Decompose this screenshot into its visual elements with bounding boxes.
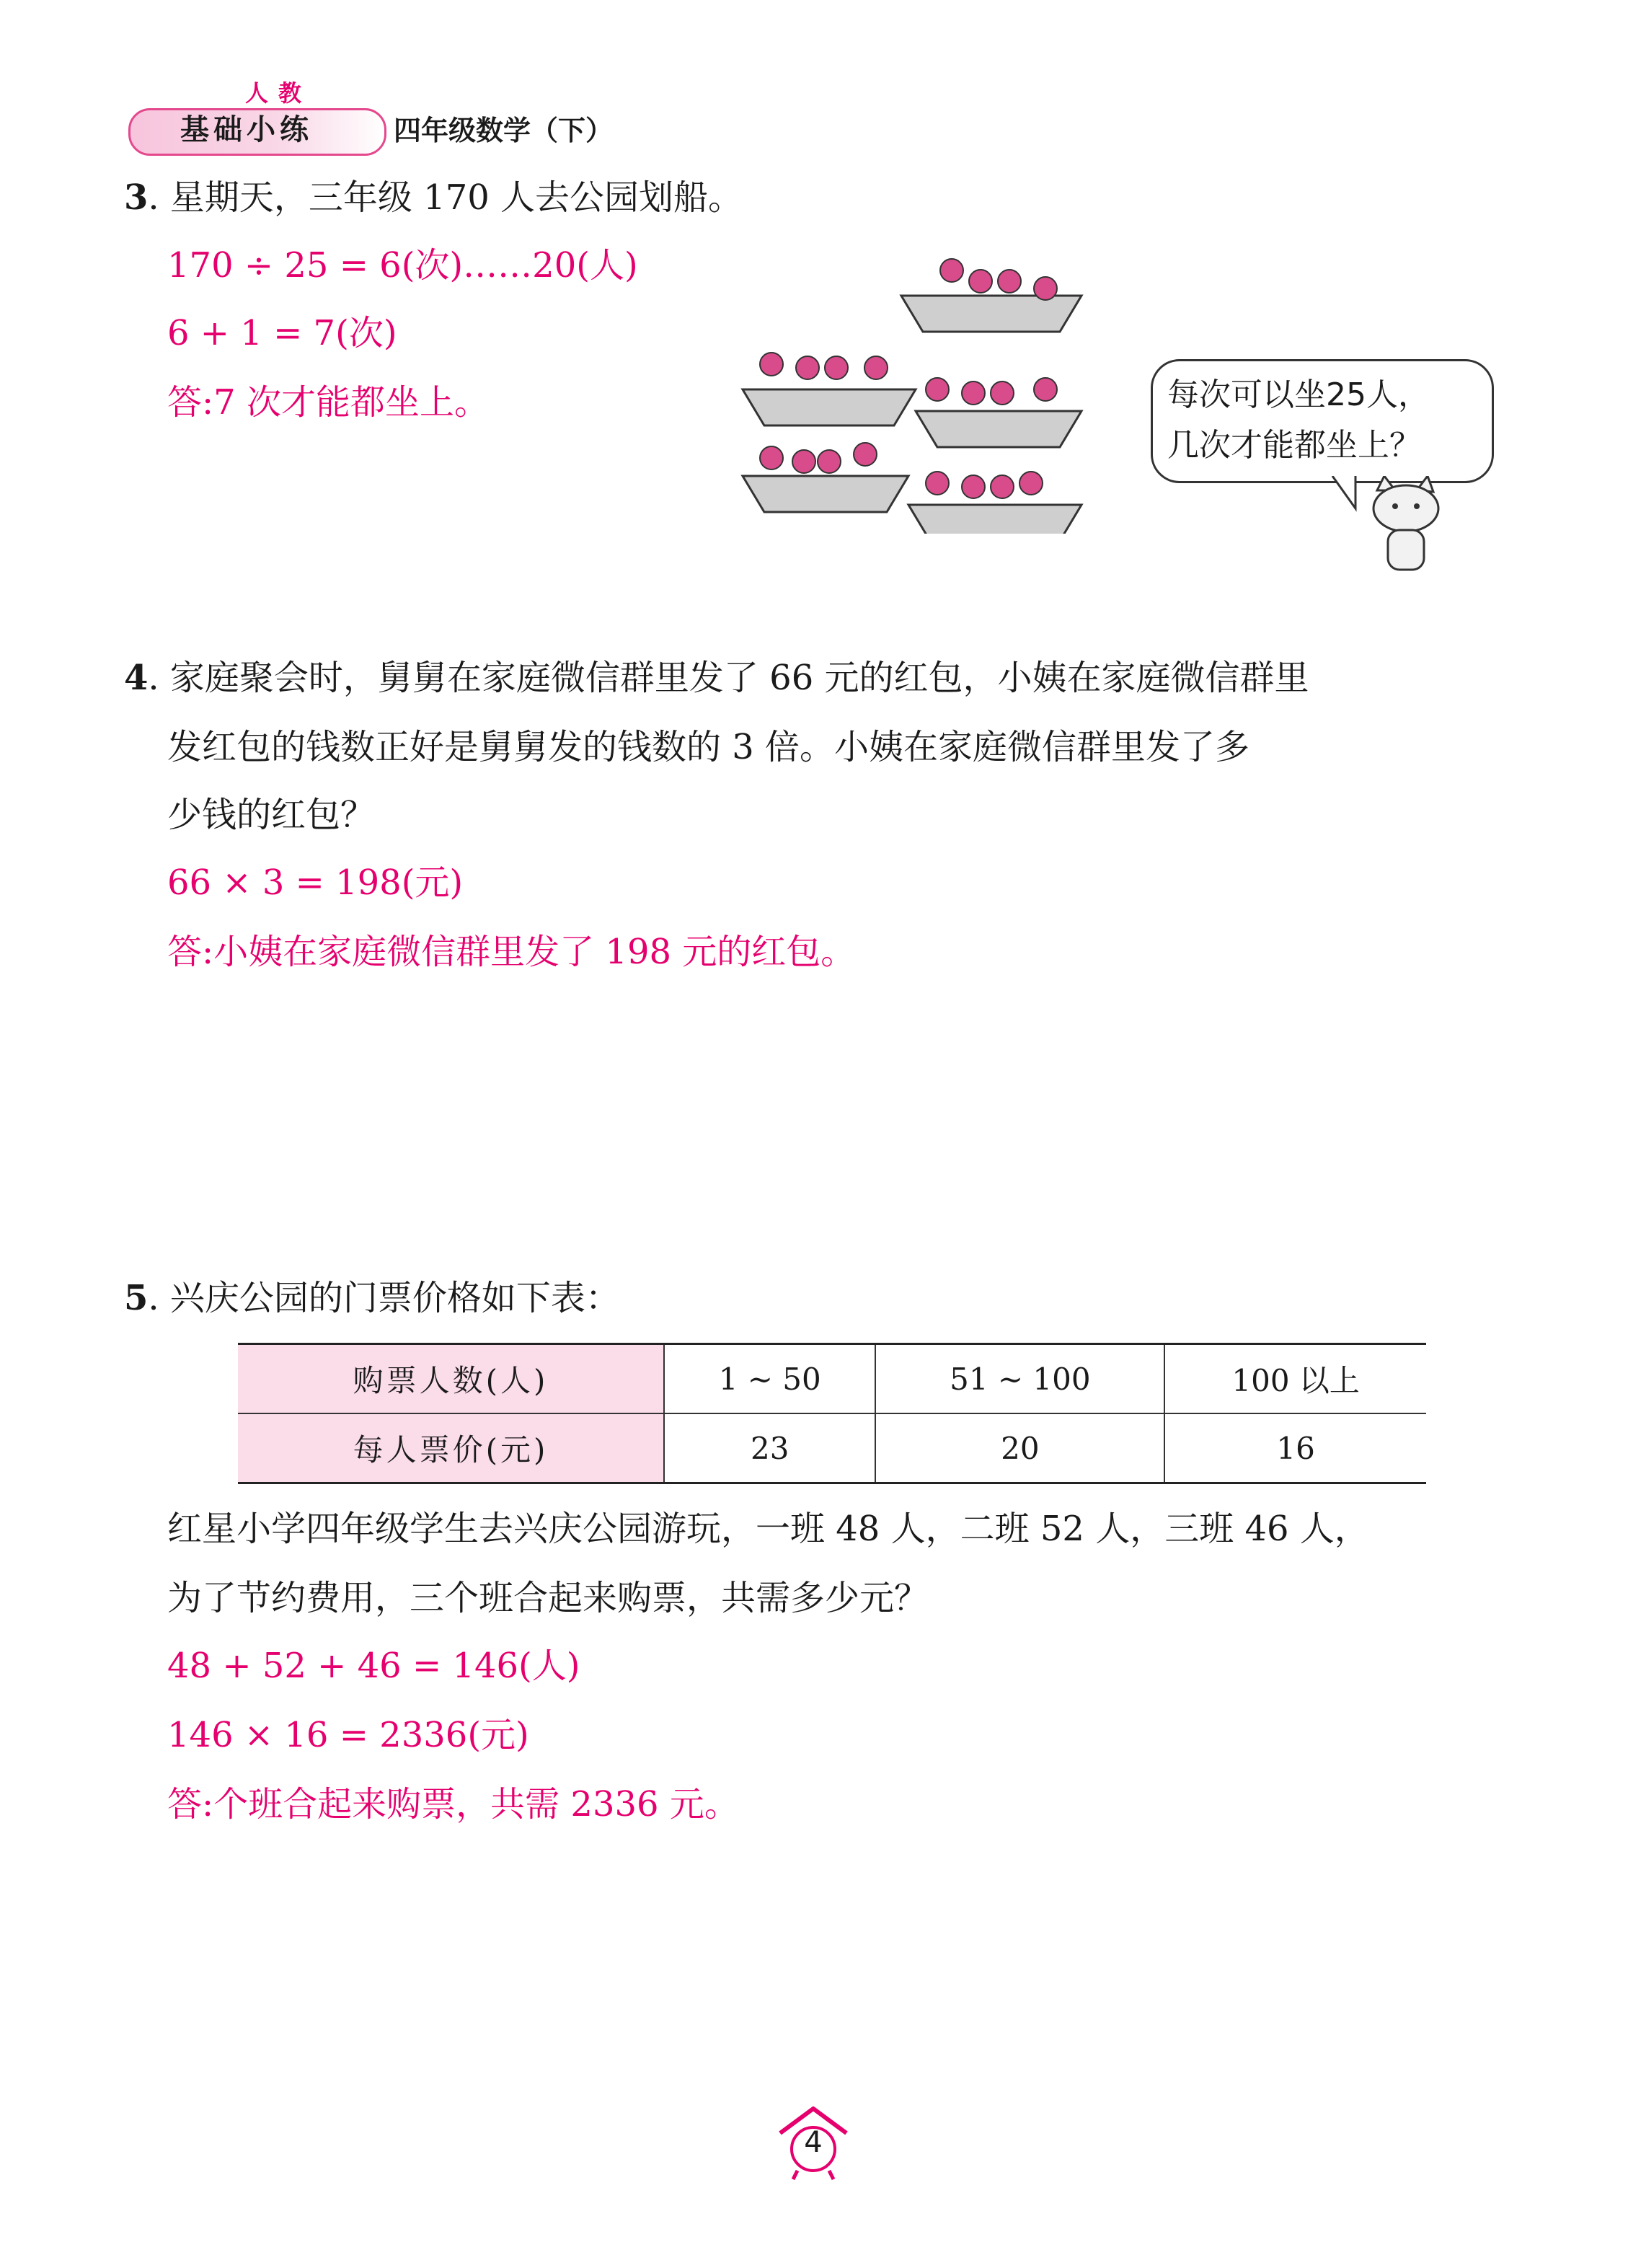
problem-5-line-2: 红星小学四年级学生去兴庆公园游玩，一班 48 人，二班 52 人，三班 46 人，	[167, 1509, 1369, 1549]
problem-3-statement: . 星期天，三年级 170 人去公园划船。	[148, 177, 743, 218]
problem-4-line-2: 发红包的钱数正好是舅舅发的钱数的 3 倍。小姨在家庭微信群里发了多	[167, 727, 1250, 767]
cat-mascot-icon	[1355, 476, 1456, 584]
edition-label: 人教	[245, 79, 312, 107]
problem-3-calc-2: 6 + 1 = 7(次)	[167, 313, 397, 353]
table-row	[238, 1413, 1426, 1483]
table-cell: 1 ~ 50	[664, 1344, 875, 1414]
page-number: 4	[804, 2126, 823, 2159]
problem-4-number: 4	[124, 658, 149, 698]
problem-4-answer: 答:小姨在家庭微信群里发了 198 元的红包。	[167, 932, 856, 972]
problem-4-line-3: 少钱的红包？	[167, 795, 376, 835]
problem-3-text	[124, 163, 743, 232]
boat-icon	[743, 296, 1081, 534]
table-header-cell: 购票人数(人)	[238, 1344, 664, 1414]
problem-5-number: 5	[124, 1278, 149, 1318]
speech-bubble-line-2: 几次才能都坐上？	[1167, 427, 1421, 464]
table-cell: 16	[1164, 1413, 1426, 1483]
table-row	[238, 1344, 1426, 1414]
problem-3-answer: 答:7 次才能都坐上。	[167, 382, 489, 423]
problem-4-line-1	[124, 643, 1309, 712]
table-header-cell: 每人票价(元)	[238, 1413, 664, 1483]
table-cell: 51 ~ 100	[875, 1344, 1164, 1414]
speech-bubble-line-1: 每次可以坐25人，	[1167, 376, 1430, 413]
ticket-price-table	[238, 1343, 1426, 1484]
problem-4-calc-1: 66 × 3 = 198(元)	[167, 862, 464, 903]
problem-5-line-3: 为了节约费用，三个班合起来购票，共需多少元？	[167, 1578, 929, 1618]
speech-bubble	[1151, 359, 1494, 483]
problem-5-calc-2: 146 × 16 = 2336(元)	[167, 1715, 529, 1755]
problem-3-number: 3	[124, 177, 149, 218]
problem-5-statement: . 兴庆公园的门票价格如下表：	[148, 1278, 620, 1318]
problem-4-statement: . 家庭聚会时，舅舅在家庭微信群里发了 66 元的红包，小姨在家庭微信群里	[148, 658, 1309, 698]
rowing-boats-illustration	[721, 245, 1125, 534]
series-badge-label: 基础小练	[180, 113, 313, 146]
problem-5-answer: 答:个班合起来购票，共需 2336 元。	[167, 1784, 739, 1824]
problem-3-calc-1: 170 ÷ 25 = 6(次)……20(人)	[167, 245, 638, 286]
problem-5-calc-1: 48 + 52 + 46 = 146(人)	[167, 1646, 580, 1686]
table-cell: 20	[875, 1413, 1164, 1483]
table-cell: 100 以上	[1164, 1344, 1426, 1414]
table-cell: 23	[664, 1413, 875, 1483]
problem-5-text	[124, 1263, 620, 1333]
grade-subject-label: 四年级数学（下）	[394, 115, 614, 146]
